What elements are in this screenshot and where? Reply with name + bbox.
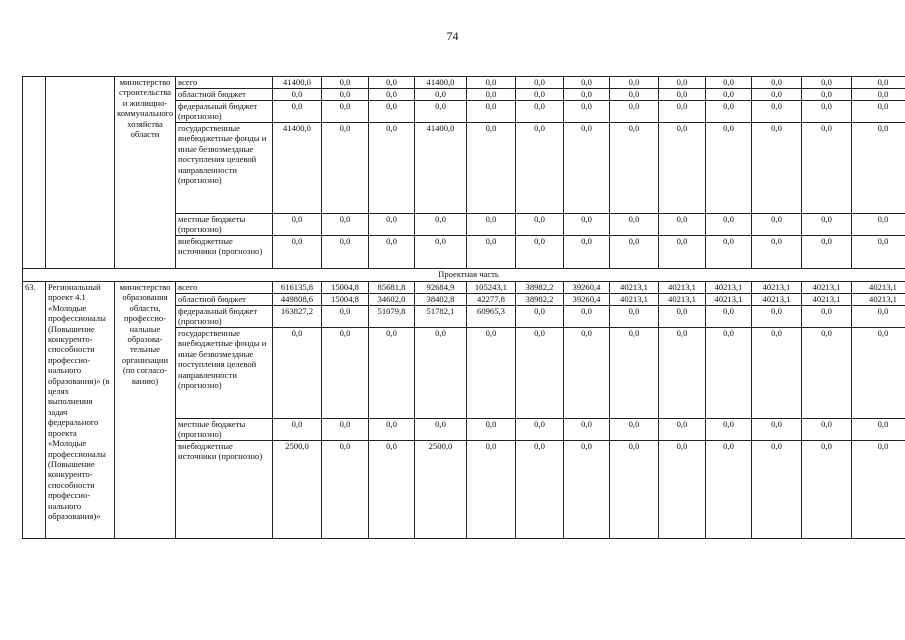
value-cell: 51782,1 (415, 306, 467, 328)
page-number: 74 (446, 29, 459, 43)
value-cell: 40213,1 (659, 294, 706, 306)
value-cell: 0,0 (415, 214, 467, 236)
section-title: Проектная часть (23, 269, 905, 282)
value-cell: 0,0 (273, 214, 322, 236)
value-cell: 0,0 (752, 306, 802, 328)
value-cell: 0,0 (516, 214, 564, 236)
value-cell: 163827,2 (273, 306, 322, 328)
project-cell (46, 77, 115, 269)
value-cell: 38982,2 (516, 294, 564, 306)
value-cell: 0,0 (852, 328, 905, 419)
section-row (23, 269, 905, 282)
funding-source-cell: внебюджетные источники (прогнозно) (176, 441, 273, 539)
value-cell: 0,0 (752, 123, 802, 214)
funding-source-cell: федеральный бюджет (прогнозно) (176, 101, 273, 123)
value-cell: 0,0 (610, 236, 659, 269)
funding-source-cell: внебюджетные источники (прогнозно) (176, 236, 273, 269)
value-cell: 0,0 (752, 101, 802, 123)
value-cell: 60965,3 (467, 306, 516, 328)
value-cell: 0,0 (706, 89, 752, 101)
value-cell: 0,0 (516, 306, 564, 328)
value-cell: 40213,1 (706, 282, 752, 294)
value-cell: 40213,1 (610, 282, 659, 294)
value-cell: 0,0 (467, 77, 516, 89)
value-cell: 0,0 (752, 77, 802, 89)
value-cell: 40213,1 (752, 294, 802, 306)
value-cell: 0,0 (659, 101, 706, 123)
value-cell: 0,0 (322, 306, 369, 328)
value-cell: 0,0 (322, 441, 369, 539)
value-cell: 0,0 (516, 328, 564, 419)
value-cell: 0,0 (802, 101, 852, 123)
value-cell: 40213,1 (802, 294, 852, 306)
value-cell: 2500,0 (415, 441, 467, 539)
funding-source-cell: областной бюджет (176, 89, 273, 101)
value-cell: 0,0 (802, 77, 852, 89)
value-cell: 0,0 (415, 101, 467, 123)
value-cell: 0,0 (415, 236, 467, 269)
value-cell: 0,0 (610, 328, 659, 419)
value-cell: 0,0 (706, 101, 752, 123)
value-cell: 0,0 (752, 236, 802, 269)
value-cell: 0,0 (322, 89, 369, 101)
value-cell: 0,0 (659, 89, 706, 101)
value-cell: 0,0 (273, 236, 322, 269)
value-cell: 0,0 (852, 306, 905, 328)
value-cell: 0,0 (752, 441, 802, 539)
value-cell: 0,0 (852, 441, 905, 539)
value-cell: 0,0 (706, 236, 752, 269)
value-cell: 51079,8 (369, 306, 415, 328)
value-cell: 0,0 (467, 328, 516, 419)
value-cell: 0,0 (802, 236, 852, 269)
value-cell: 0,0 (752, 419, 802, 441)
value-cell: 0,0 (706, 77, 752, 89)
value-cell: 40213,1 (852, 282, 905, 294)
value-cell: 40213,1 (802, 282, 852, 294)
value-cell: 0,0 (659, 419, 706, 441)
value-cell: 0,0 (322, 214, 369, 236)
responsible-org-cell: министерство строительства и жилищно-коммунального хозяйства области (115, 77, 176, 269)
value-cell: 0,0 (564, 236, 610, 269)
value-cell: 0,0 (752, 89, 802, 101)
value-cell: 0,0 (659, 306, 706, 328)
value-cell: 0,0 (369, 101, 415, 123)
index-cell (23, 77, 46, 269)
value-cell: 0,0 (273, 419, 322, 441)
value-cell: 34602,0 (369, 294, 415, 306)
value-cell: 0,0 (467, 123, 516, 214)
value-cell: 0,0 (564, 306, 610, 328)
value-cell: 0,0 (610, 123, 659, 214)
value-cell: 0,0 (564, 419, 610, 441)
value-cell: 0,0 (802, 328, 852, 419)
value-cell: 40213,1 (852, 294, 905, 306)
value-cell: 0,0 (516, 123, 564, 214)
funding-source-cell: областной бюджет (176, 294, 273, 306)
funding-source-cell: федеральный бюджет (прогнозно) (176, 306, 273, 328)
value-cell: 0,0 (802, 214, 852, 236)
value-cell: 0,0 (852, 101, 905, 123)
project-cell: Региональный проект 4.1 «Молодые профессионалы (Повышение конкуренто-способности профессио-нального образования)» (в целях выполнения задач федерального проекта «Молодые профессионалы (Повышение конкуренто-способности профессио-нального образования)» (46, 282, 115, 539)
budget-table (22, 76, 905, 539)
value-cell: 0,0 (802, 306, 852, 328)
value-cell: 0,0 (516, 441, 564, 539)
value-cell: 40213,1 (706, 294, 752, 306)
value-cell: 0,0 (369, 236, 415, 269)
value-cell: 0,0 (467, 214, 516, 236)
value-cell: 0,0 (802, 123, 852, 214)
value-cell: 0,0 (516, 101, 564, 123)
value-cell: 0,0 (467, 441, 516, 539)
value-cell: 0,0 (369, 214, 415, 236)
value-cell: 0,0 (852, 419, 905, 441)
value-cell: 2500,0 (273, 441, 322, 539)
value-cell: 39260,4 (564, 294, 610, 306)
value-cell: 0,0 (516, 89, 564, 101)
value-cell: 0,0 (659, 214, 706, 236)
value-cell: 0,0 (467, 419, 516, 441)
value-cell: 449808,6 (273, 294, 322, 306)
value-cell: 40213,1 (752, 282, 802, 294)
value-cell: 0,0 (369, 419, 415, 441)
value-cell: 41400,0 (415, 77, 467, 89)
value-cell: 0,0 (516, 419, 564, 441)
value-cell: 0,0 (659, 328, 706, 419)
value-cell: 0,0 (516, 236, 564, 269)
value-cell: 0,0 (322, 236, 369, 269)
value-cell: 0,0 (273, 101, 322, 123)
value-cell: 0,0 (564, 328, 610, 419)
value-cell: 0,0 (369, 77, 415, 89)
value-cell: 0,0 (273, 89, 322, 101)
value-cell: 0,0 (322, 101, 369, 123)
value-cell: 0,0 (322, 123, 369, 214)
value-cell: 41400,0 (415, 123, 467, 214)
value-cell: 0,0 (415, 89, 467, 101)
value-cell: 0,0 (706, 214, 752, 236)
value-cell: 41400,0 (273, 123, 322, 214)
value-cell: 15004,8 (322, 294, 369, 306)
value-cell: 39260,4 (564, 282, 610, 294)
value-cell: 0,0 (564, 123, 610, 214)
value-cell: 105243,1 (467, 282, 516, 294)
funding-source-cell: местные бюджеты (прогнозно) (176, 419, 273, 441)
value-cell: 0,0 (706, 328, 752, 419)
funding-source-cell: всего (176, 282, 273, 294)
value-cell: 0,0 (659, 77, 706, 89)
value-cell: 40213,1 (610, 294, 659, 306)
value-cell: 0,0 (610, 419, 659, 441)
value-cell: 0,0 (564, 89, 610, 101)
value-cell: 40213,1 (659, 282, 706, 294)
value-cell: 0,0 (659, 236, 706, 269)
value-cell: 0,0 (564, 77, 610, 89)
value-cell: 0,0 (852, 214, 905, 236)
value-cell: 0,0 (610, 77, 659, 89)
value-cell: 0,0 (467, 236, 516, 269)
funding-source-cell: всего (176, 77, 273, 89)
value-cell: 0,0 (369, 328, 415, 419)
value-cell: 0,0 (369, 89, 415, 101)
value-cell: 0,0 (852, 89, 905, 101)
value-cell: 38402,8 (415, 294, 467, 306)
funding-source-cell: государственные внебюджетные фонды и иные безвозмездные поступления целевой направленности (прогнозно) (176, 123, 273, 214)
value-cell: 0,0 (610, 89, 659, 101)
value-cell: 38982,2 (516, 282, 564, 294)
value-cell: 0,0 (467, 101, 516, 123)
value-cell: 15004,8 (322, 282, 369, 294)
value-cell: 0,0 (706, 419, 752, 441)
table-row (23, 282, 905, 294)
value-cell: 0,0 (322, 328, 369, 419)
funding-source-cell: государственные внебюджетные фонды и иные безвозмездные поступления целевой направленности (прогнозно) (176, 328, 273, 419)
value-cell: 0,0 (273, 328, 322, 419)
value-cell: 0,0 (852, 77, 905, 89)
index-cell: 63. (23, 282, 46, 539)
value-cell: 0,0 (415, 419, 467, 441)
table-row (23, 77, 905, 89)
value-cell: 0,0 (659, 123, 706, 214)
value-cell: 0,0 (610, 441, 659, 539)
value-cell: 0,0 (706, 123, 752, 214)
responsible-org-cell: министерство образования области, профессио-нальные образова-тельные организации (по согласо-ванию) (115, 282, 176, 539)
value-cell: 0,0 (564, 441, 610, 539)
value-cell: 0,0 (659, 441, 706, 539)
value-cell: 0,0 (802, 441, 852, 539)
value-cell: 616135,8 (273, 282, 322, 294)
value-cell: 0,0 (610, 306, 659, 328)
value-cell: 41400,0 (273, 77, 322, 89)
value-cell: 0,0 (369, 441, 415, 539)
value-cell: 0,0 (802, 89, 852, 101)
value-cell: 0,0 (564, 101, 610, 123)
value-cell: 0,0 (706, 306, 752, 328)
funding-source-cell: местные бюджеты (прогнозно) (176, 214, 273, 236)
value-cell: 0,0 (369, 123, 415, 214)
value-cell: 0,0 (752, 328, 802, 419)
value-cell: 42277,8 (467, 294, 516, 306)
value-cell: 0,0 (415, 328, 467, 419)
value-cell: 0,0 (852, 123, 905, 214)
value-cell: 0,0 (802, 419, 852, 441)
value-cell: 0,0 (752, 214, 802, 236)
value-cell: 0,0 (564, 214, 610, 236)
value-cell: 0,0 (516, 77, 564, 89)
value-cell: 0,0 (706, 441, 752, 539)
value-cell: 85681,8 (369, 282, 415, 294)
value-cell: 92684,9 (415, 282, 467, 294)
value-cell: 0,0 (852, 236, 905, 269)
value-cell: 0,0 (467, 89, 516, 101)
value-cell: 0,0 (610, 101, 659, 123)
value-cell: 0,0 (610, 214, 659, 236)
value-cell: 0,0 (322, 419, 369, 441)
value-cell: 0,0 (322, 77, 369, 89)
